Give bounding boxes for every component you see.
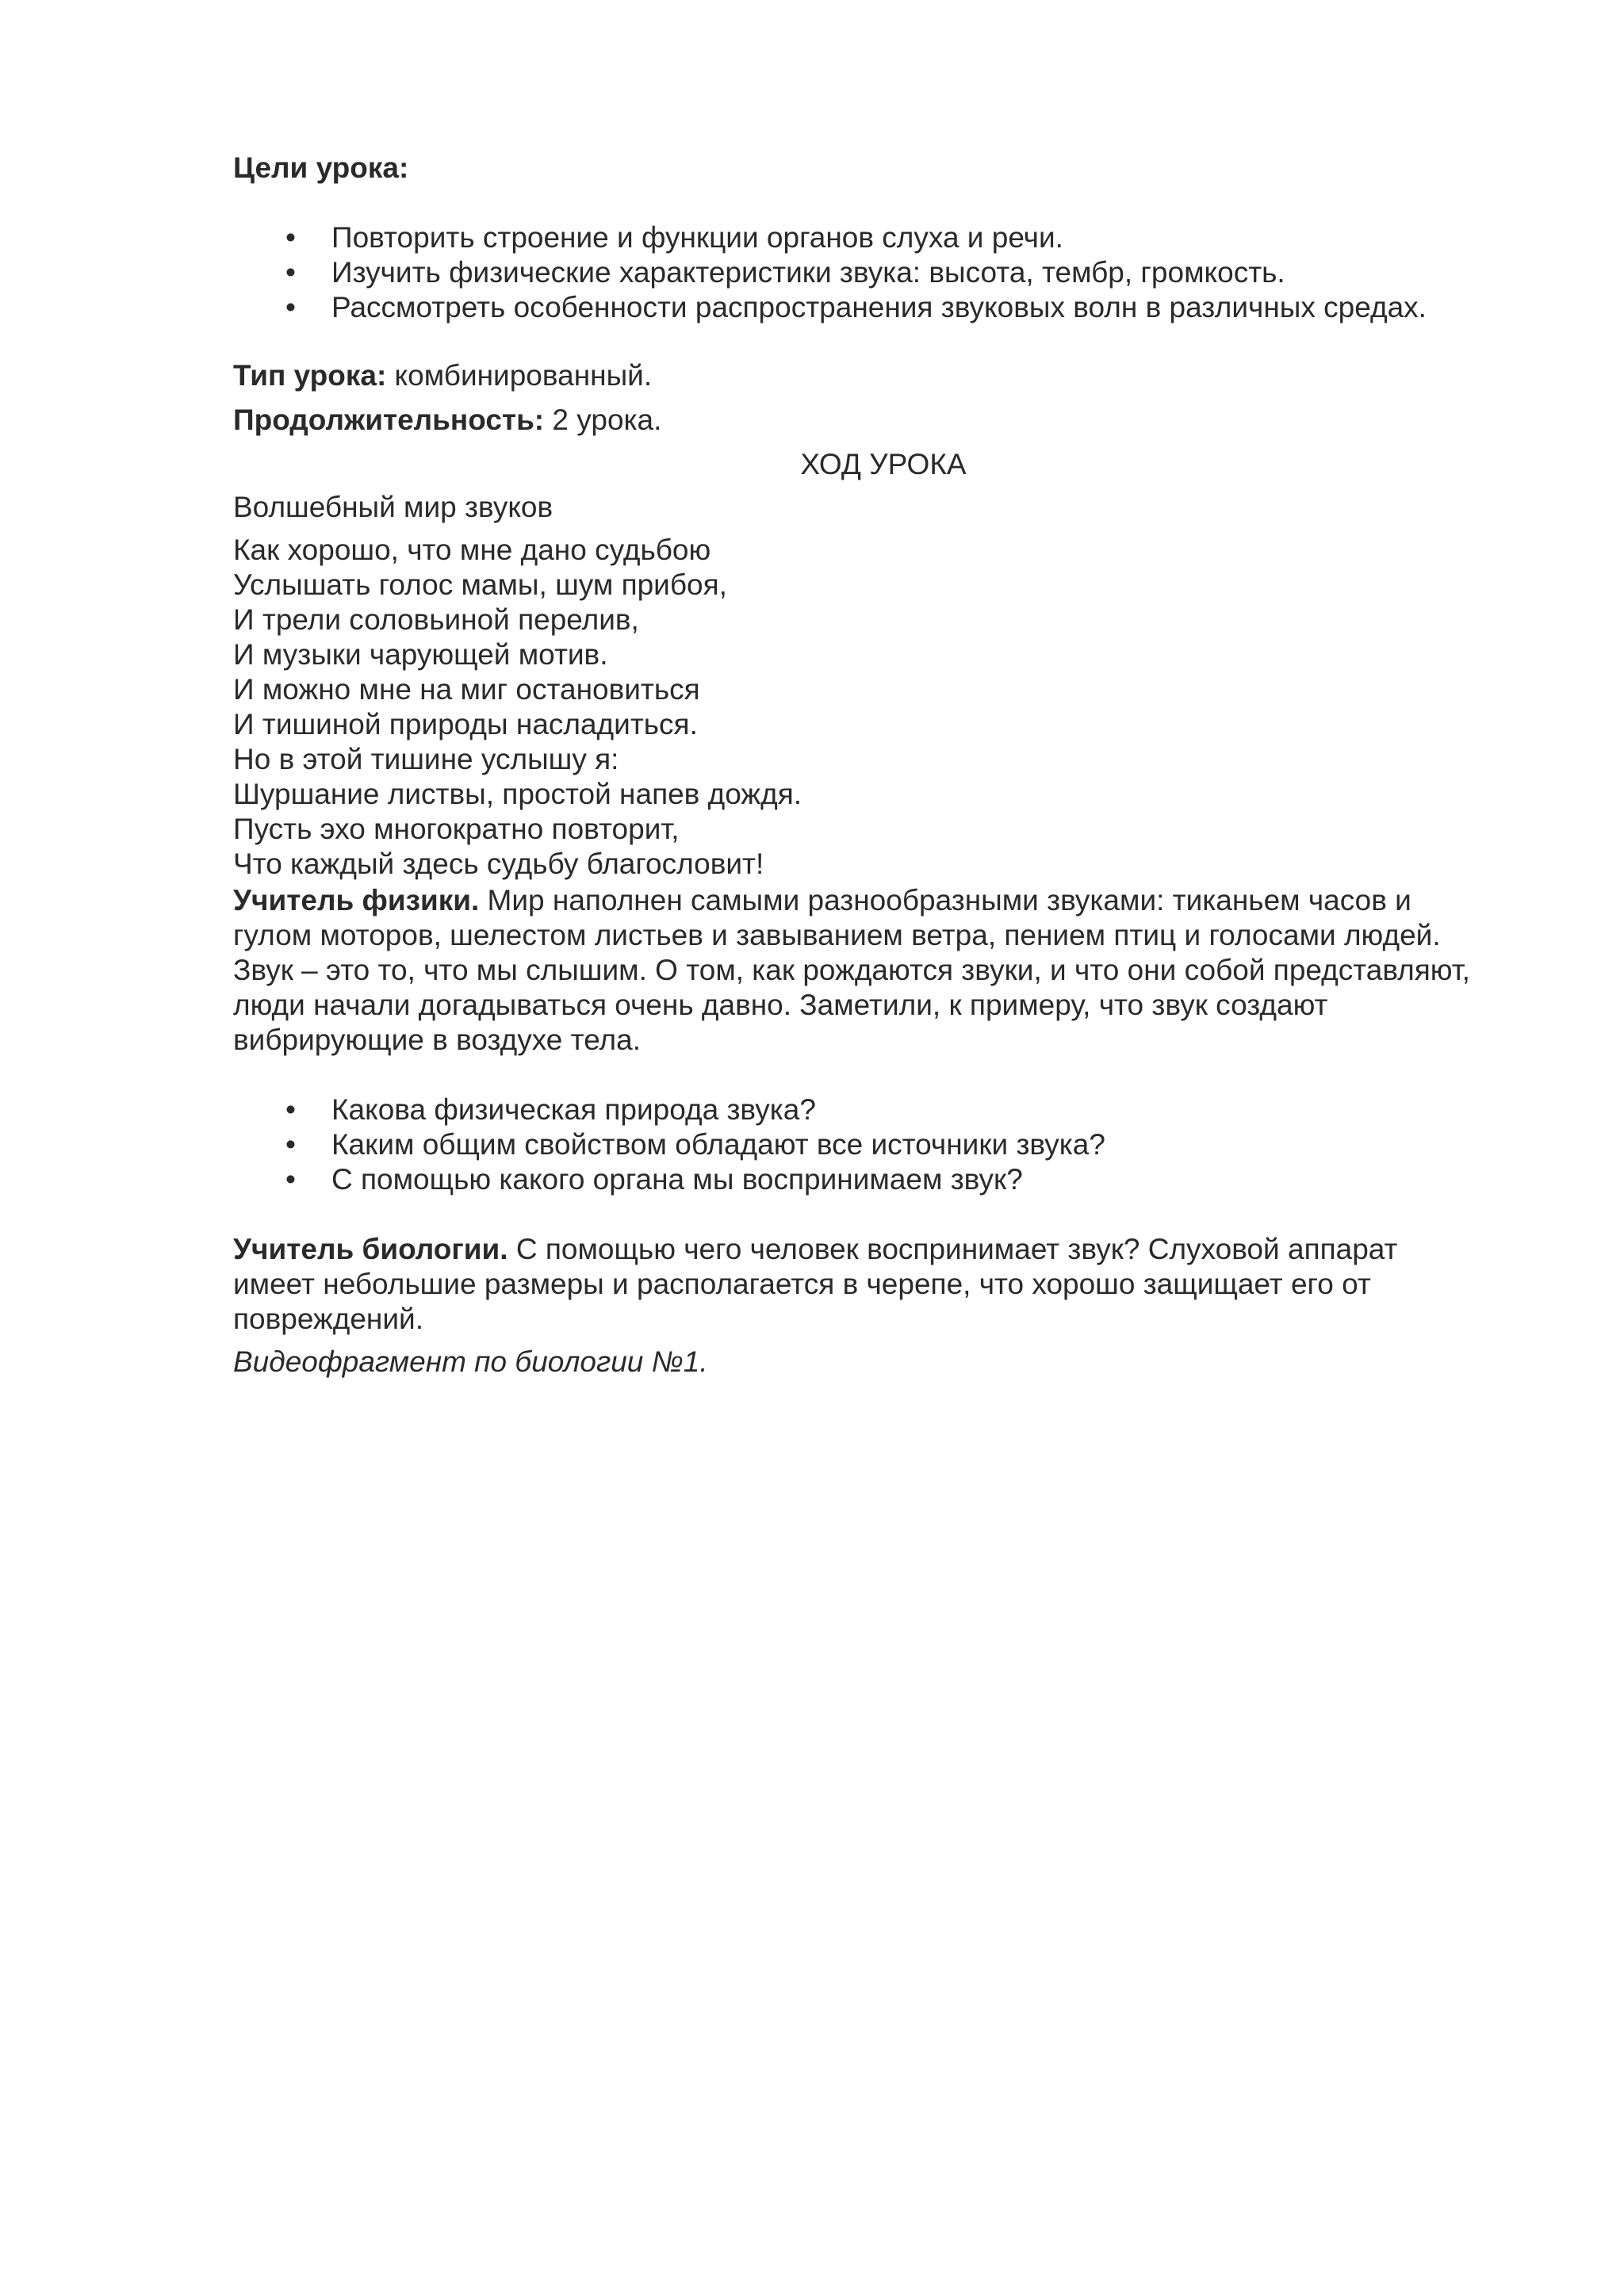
lesson-type-label: Тип урока: (233, 359, 387, 392)
section-title: ХОД УРОКА (800, 448, 967, 480)
duration-label: Продолжительность: (233, 404, 545, 436)
duration (233, 403, 1534, 438)
poem-line: Но в этой тишине услышу я: (233, 743, 619, 775)
bullet-icon: • (285, 1128, 296, 1161)
question-item (233, 1093, 1534, 1127)
duration-value: 2 урока. (544, 404, 662, 436)
biology-line: имеет небольшие размеры и располагается в черепе, что хорошо защищает его от (233, 1268, 1371, 1300)
physics-speaker: Учитель физики. (233, 884, 480, 916)
question-text: С помощью какого органа мы воспринимаем звук? (331, 1163, 1023, 1196)
poem-line: Как хорошо, что мне дано судьбою (233, 534, 711, 566)
question-item (233, 1127, 1534, 1162)
biology-line: повреждений. (233, 1303, 423, 1335)
goal-text: Рассмотреть особенности распространения звуковых волн в различных средах. (331, 291, 1427, 323)
goal-text: Изучить физические характеристики звука: высота, тембр, громкость. (331, 256, 1285, 289)
biology-text: С помощью чего человек воспринимает звук? Слуховой аппарат (508, 1233, 1398, 1265)
lesson-type (233, 358, 1534, 393)
poem-line: Что каждый здесь судьбу благословит! (233, 848, 764, 880)
goal-text: Повторить строение и функции органов слуха и речи. (331, 221, 1063, 254)
document-page (233, 151, 1534, 1380)
bullet-icon: • (285, 256, 296, 289)
physics-line: Звук – это то, что мы слышим. О том, как рождаются звуки, и что они собой представляют, (233, 954, 1470, 986)
poem-line: Услышать голос мамы, шум прибоя, (233, 568, 727, 601)
bullet-icon: • (285, 1093, 296, 1126)
poem-line: И можно мне на миг остановиться (233, 673, 700, 706)
poem-line: Пусть эхо многократно повторит, (233, 813, 680, 845)
poem-line: И трели соловьиной перелив, (233, 603, 639, 636)
goal-item (233, 255, 1534, 290)
question-text: Каким общим свойством обладают все источники звука? (331, 1128, 1105, 1161)
physics-line: гулом моторов, шелестом листьев и завыванием ветра, пением птиц и голосами людей. (233, 919, 1441, 951)
physics-paragraph (233, 883, 1534, 1058)
biology-line (233, 1232, 1534, 1267)
poem-title: Волшебный мир звуков (233, 491, 553, 523)
video-note: Видеофрагмент по биологии №1. (233, 1345, 708, 1378)
biology-paragraph (233, 1232, 1534, 1337)
goals-list (233, 220, 1534, 325)
poem-line: И тишиной природы насладиться. (233, 708, 698, 740)
poem-line: Шуршание листвы, простой напев дождя. (233, 778, 802, 810)
physics-line: люди начали догадываться очень давно. Заметили, к примеру, что звук создают (233, 989, 1328, 1021)
bullet-icon: • (285, 221, 296, 254)
biology-speaker: Учитель биологии. (233, 1233, 508, 1265)
bullet-icon: • (285, 291, 296, 323)
poem-line: И музыки чарующей мотив. (233, 638, 608, 671)
question-text: Какова физическая природа звука? (331, 1093, 816, 1126)
physics-line (233, 883, 1534, 918)
poem (233, 533, 1534, 882)
goal-item (233, 290, 1534, 325)
lesson-type-value: комбинированный. (386, 359, 653, 392)
physics-line: вибрирующие в воздухе тела. (233, 1024, 641, 1056)
bullet-icon: • (285, 1163, 296, 1196)
goals-heading: Цели урока: (233, 151, 409, 184)
physics-text: Мир наполнен самыми разнообразными звуками: тиканьем часов и (479, 884, 1411, 916)
goal-item (233, 220, 1534, 255)
question-item (233, 1162, 1534, 1197)
physics-questions (233, 1093, 1534, 1197)
